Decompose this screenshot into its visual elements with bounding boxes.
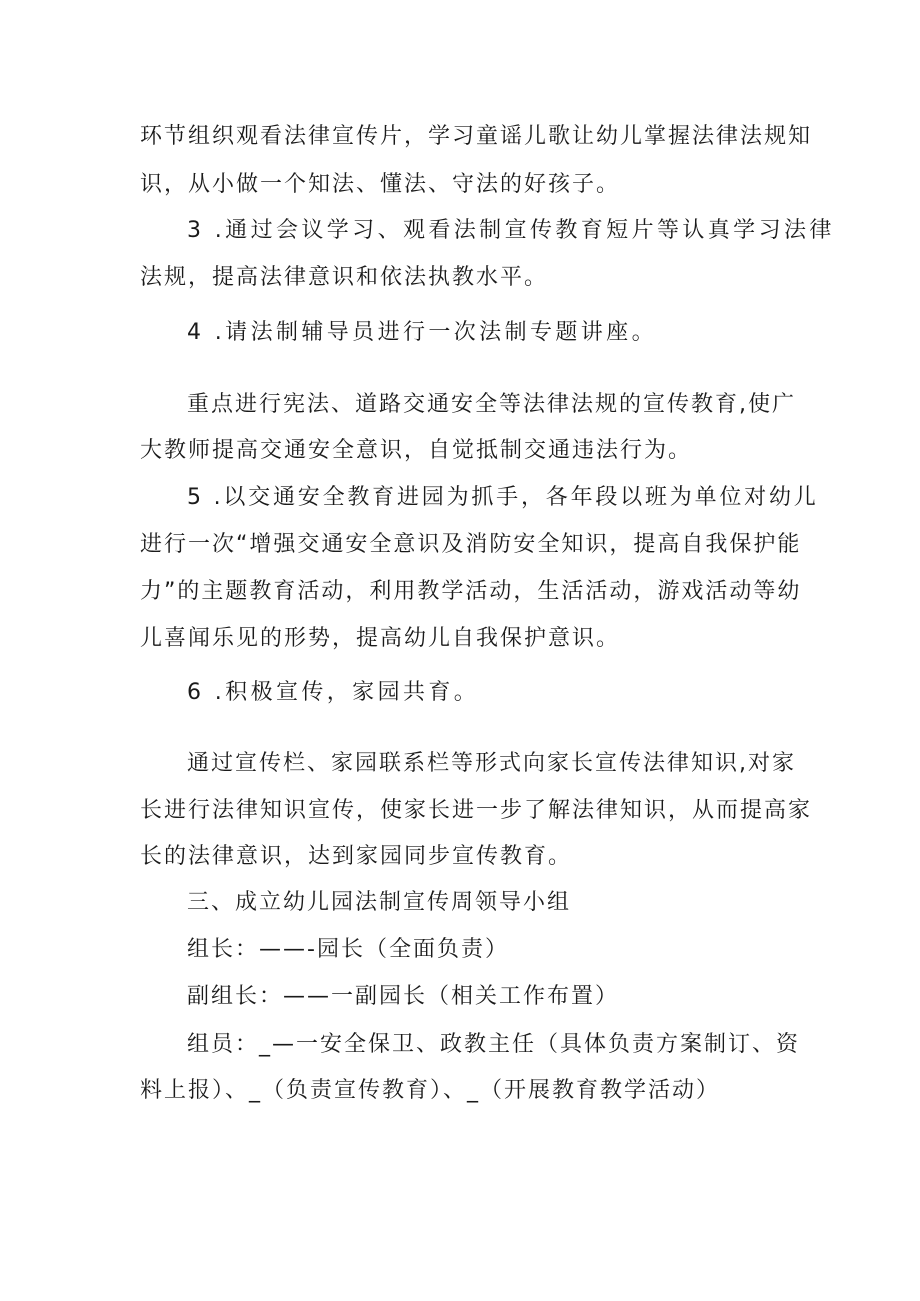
- paragraph-line: 力”的主题教育活动，利用教学活动，生活活动，游戏活动等幼: [140, 579, 802, 604]
- paragraph-line: 长进行法律知识宣传，使家长进一步了解法律知识，从而提高家: [140, 798, 813, 823]
- section-heading: 三、成立幼儿园法制宣传周领导小组: [187, 890, 572, 915]
- paragraph-line: 大教师提高交通安全意识，自觉抵制交通违法行为。: [140, 438, 693, 463]
- members-line: 组员：_—一安全保卫、政教主任（具体负责方案制订、资: [187, 1032, 801, 1057]
- paragraph-line: 法规，提高法律意识和依法执教水平。: [140, 265, 549, 290]
- paragraph-line: 重点进行宪法、道路交通安全等法律法规的宣传教育,使广: [187, 392, 796, 417]
- paragraph-line: 长的法律意识，达到家园同步宣传教育。: [140, 844, 573, 869]
- paragraph-line: 识，从小做一个知法、懂法、守法的好孩子。: [140, 172, 621, 197]
- list-item-6: 6 .积极宣传，家园共育。: [187, 680, 480, 705]
- group-leader-line: 组长：——-园长（全面负责）: [187, 937, 509, 962]
- paragraph-line: 环节组织观看法律宣传片，学习童谣儿歌让幼儿掌握法律法规知: [140, 124, 813, 149]
- list-item-3: 3 .通过会议学习、观看法制宣传教育短片等认真学习法律: [187, 218, 835, 243]
- list-item-5: 5 .以交通安全教育进园为抓手，各年段以班为单位对幼儿: [187, 485, 819, 510]
- paragraph-line: 进行一次“增强交通安全意识及消防安全知识，提高自我保护能: [140, 532, 802, 557]
- deputy-leader-line: 副组长：——一副园长（相关工作布置）: [187, 984, 620, 1009]
- paragraph-line: 通过宣传栏、家园联系栏等形式向家长宣传法律知识,对家: [187, 751, 796, 776]
- paragraph-line: 儿喜闻乐见的形势，提高幼儿自我保护意识。: [140, 626, 621, 651]
- list-item-4: 4 .请法制辅导员进行一次法制专题讲座。: [187, 320, 657, 345]
- members-line: 料上报）、_（负责宣传教育）、_（开展教育教学活动）: [140, 1078, 721, 1103]
